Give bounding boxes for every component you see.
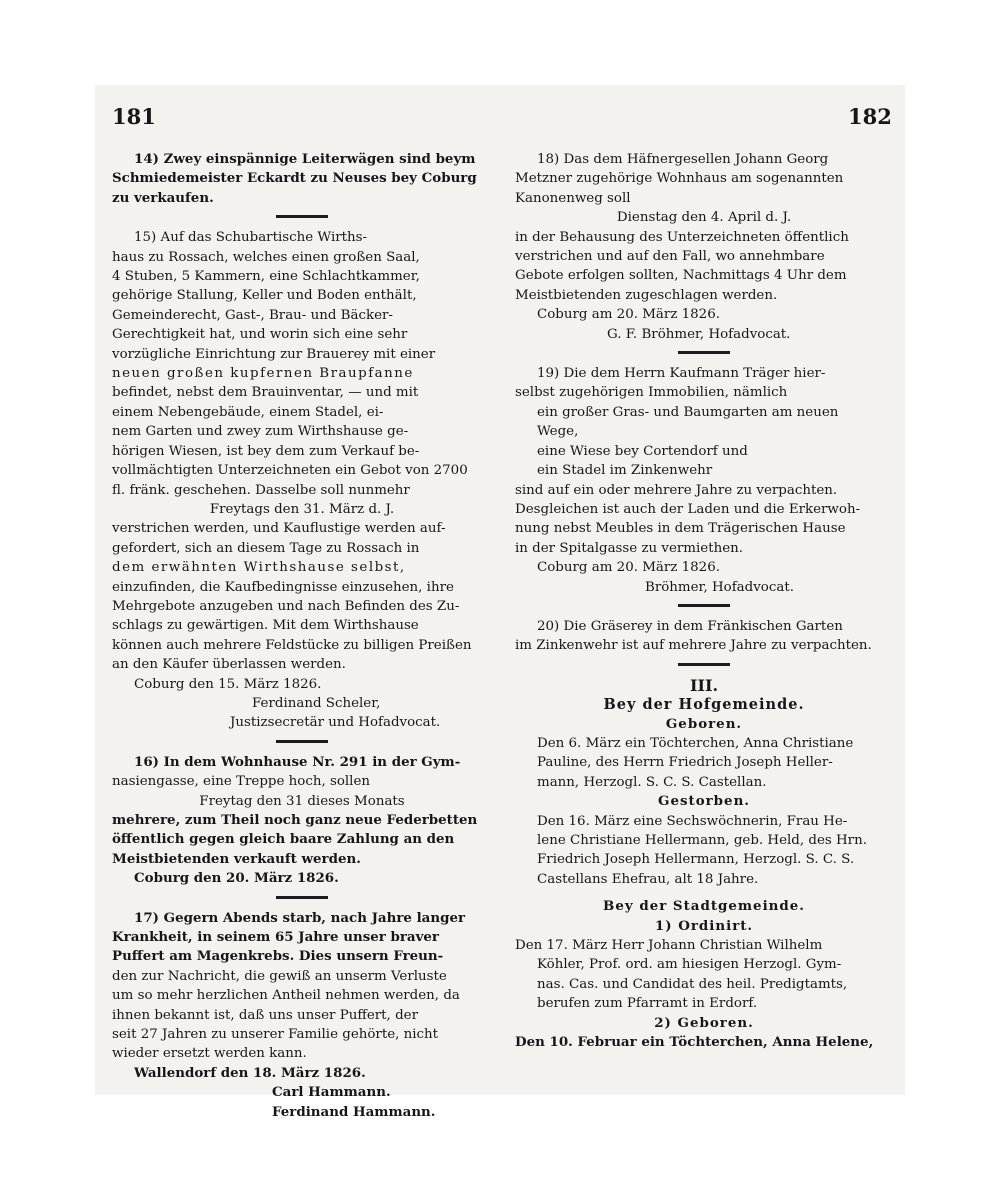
text-line: Den 10. Februar ein Töchterchen, Anna Helene, (515, 1034, 874, 1051)
section-title: Bey der Hofgemeinde. (603, 696, 805, 714)
list-item: ein Stadel im Zinkenwehr (537, 463, 713, 479)
text-line: neuen großen kupfernen Braupfanne (112, 366, 414, 382)
signature: Bröhmer, Hofadvocat. (645, 579, 794, 595)
place-date: Coburg den 15. März 1826. (134, 676, 322, 692)
text-line: verstrichen werden, und Kauflustige werden auf- (112, 521, 446, 537)
text-line: lene Christiane Hellermann, geb. Held, des Hrn. (537, 833, 867, 848)
right-column (515, 150, 893, 1052)
section-numeral: III. (689, 675, 719, 695)
text-line: einzufinden, die Kaufbedingnisse einzusehen, ihre (112, 579, 454, 595)
text-line: zu verkaufen. (112, 189, 214, 206)
place-date: Coburg am 20. März 1826. (537, 560, 720, 576)
text-line: nas. Cas. und Candidat des heil. Predigtamts, (537, 976, 848, 992)
signature: Ferdinand Scheler, (252, 695, 381, 711)
text-line: hörigen Wiesen, ist bey dem zum Verkauf be- (112, 443, 420, 459)
text-line: nung nebst Meubles in dem Trägerischen Hause (515, 521, 846, 537)
text-line: 14) Zwey einspännige Leiterwägen sind beym (134, 151, 476, 167)
text-line: Gebote erfolgen sollten, Nachmittags 4 Uhr dem (515, 268, 847, 284)
subsection-heading: Bey der Stadtgemeinde. (603, 898, 805, 915)
subsection-heading: 2) Geboren. (654, 1014, 754, 1031)
item-18 (515, 150, 893, 344)
text-line: befindet, nebst dem Brauinventar, — und mit (112, 385, 419, 401)
section-iii (515, 676, 893, 1053)
text-line: Den 17. März Herr Johann Christian Wilhelm (515, 938, 823, 954)
text-line: schlags zu gewärtigen. Mit dem Wirthshause (112, 618, 419, 634)
auction-date: Freytag den 31 dieses Monats (199, 793, 405, 809)
text-line: Gerechtigkeit hat, und worin sich eine sehr (112, 327, 408, 343)
text-line: in der Spitalgasse zu vermiethen. (515, 540, 744, 556)
list-item: Wege, (537, 424, 579, 440)
text-line: mehrere, zum Theil noch ganz neue Federbetten (112, 812, 478, 828)
separator-rule (678, 604, 730, 607)
text-line: einem Nebengebäude, einem Stadel, ei- (112, 404, 384, 420)
text-line: Friedrich Joseph Hellermann, Herzogl. S. C. S. (537, 852, 855, 868)
list-item: eine Wiese bey Cortendorf und (537, 443, 748, 459)
text-line: Meistbietenden verkauft werden. (112, 850, 361, 867)
text-line: Den 16. März eine Sechswöchnerin, Frau He- (537, 813, 848, 829)
text-line: 15) Auf das Schubartische Wirths- (134, 230, 368, 246)
text-line: 16) In dem Wohnhause Nr. 291 in der Gym- (134, 753, 461, 770)
left-column (112, 150, 492, 1122)
text-line: Mehrgebote anzugeben und nach Befinden des Zu- (112, 598, 460, 614)
signature-title: Justizsecretär und Hofadvocat. (230, 715, 441, 731)
text-line: in der Behausung des Unterzeichneten öffentlich (515, 229, 849, 245)
text-line: wieder ersetzt werden kann. (112, 1046, 307, 1062)
text-line: Castellans Ehefrau, alt 18 Jahre. (537, 871, 759, 887)
subsection-heading: Geboren. (665, 715, 743, 732)
subsection-heading: 1) Ordinirt. (654, 917, 754, 934)
text-line: haus zu Rossach, welches einen großen Saal, (112, 249, 420, 265)
text-line: vollmächtigten Unterzeichneten ein Gebot von 2700 (112, 463, 468, 479)
text-line: verstrichen und auf den Fall, wo annehmbare (515, 249, 825, 265)
text-line: Meistbietenden zugeschlagen werden. (515, 287, 778, 303)
separator-rule (678, 351, 730, 354)
text-line: berufen zum Pfarramt in Erdorf. (537, 996, 758, 1012)
text-line: fl. fränk. geschehen. Dasselbe soll nunmehr (112, 482, 410, 498)
text-line: Köhler, Prof. ord. am hiesigen Herzogl. Gym- (537, 957, 842, 973)
signature: Carl Hammann. (272, 1084, 391, 1101)
list-item: ein großer Gras- und Baumgarten am neuen (537, 404, 839, 420)
text-line: können auch mehrere Feldstücke zu billigen Preißen (112, 637, 472, 653)
text-line: gefordert, sich an diesem Tage zu Rossach in (112, 540, 420, 556)
text-line: 18) Das dem Häfnergesellen Johann Georg (537, 152, 829, 167)
text-line: 4 Stuben, 5 Kammern, eine Schlachtkammer, (112, 269, 420, 285)
text-line: mann, Herzogl. S. C. S. Castellan. (537, 774, 767, 790)
text-line: Kanonenweg soll (515, 190, 631, 206)
subsection-heading: Gestorben. (658, 793, 750, 810)
text-line: Krankheit, in seinem 65 Jahre unser braver (112, 929, 439, 946)
item-17 (112, 909, 492, 1122)
signature: Ferdinand Hammann. (272, 1103, 436, 1120)
text-line: Schmiedemeister Eckardt zu Neuses bey Coburg (112, 170, 477, 187)
item-19 (515, 364, 893, 597)
text-line: dem erwähnten Wirthshause selbst, (112, 560, 406, 576)
page-number-right: 182 (848, 104, 892, 129)
text-line: vorzügliche Einrichtung zur Brauerey mit einer (112, 346, 436, 362)
text-line: öffentlich gegen gleich baare Zahlung an den (112, 831, 455, 848)
text-line: Pauline, des Herrn Friedrich Joseph Heller- (537, 755, 833, 771)
signature: G. F. Bröhmer, Hofadvocat. (607, 326, 791, 342)
text-line: Den 6. März ein Töchterchen, Anna Christiane (537, 735, 854, 751)
text-line: den zur Nachricht, die gewiß an unserm Verluste (112, 968, 447, 984)
separator-rule (276, 896, 328, 899)
place-date: Wallendorf den 18. März 1826. (134, 1064, 366, 1081)
text-line: gehörige Stallung, Keller und Boden enthält, (112, 288, 417, 304)
text-line: 19) Die dem Herrn Kaufmann Träger hier- (537, 366, 826, 382)
text-line: um so mehr herzlichen Antheil nehmen werden, da (112, 988, 460, 1004)
item-15 (112, 228, 492, 733)
text-line: 20) Die Gräserey in dem Fränkischen Garten (537, 618, 843, 634)
auction-date: Dienstag den 4. April d. J. (616, 210, 792, 226)
text-line: nem Garten und zwey zum Wirthshause ge- (112, 424, 409, 440)
item-20 (515, 617, 893, 656)
item-14 (112, 150, 492, 208)
item-16 (112, 753, 492, 889)
text-line: Gemeinderecht, Gast-, Brau- und Bäcker- (112, 307, 393, 323)
separator-rule (276, 740, 328, 743)
text-line: nasiengasse, eine Treppe hoch, sollen (112, 774, 371, 790)
text-line: an den Käufer überlassen werden. (112, 657, 346, 673)
text-line: Desgleichen ist auch der Laden und die Erkerwoh- (515, 501, 861, 517)
text-line: im Zinkenwehr ist auf mehrere Jahre zu verpachten. (515, 638, 872, 654)
text-line: seit 27 Jahren zu unserer Familie gehörte, nicht (112, 1027, 439, 1043)
text-line: Metzner zugehörige Wohnhaus am sogenannten (515, 171, 844, 187)
place-date: Coburg den 20. März 1826. (134, 870, 339, 887)
text-line: Puffert am Magenkrebs. Dies unsern Freun- (112, 948, 444, 965)
page-number-left: 181 (112, 104, 156, 129)
auction-date: Freytags den 31. März d. J. (209, 501, 395, 517)
separator-rule (678, 663, 730, 666)
place-date: Coburg am 20. März 1826. (537, 307, 720, 323)
text-line: sind auf ein oder mehrere Jahre zu verpachten. (515, 482, 838, 498)
separator-rule (276, 215, 328, 218)
text-line: 17) Gegern Abends starb, nach Jahre langer (134, 909, 466, 926)
text-line: selbst zugehörigen Immobilien, nämlich (515, 385, 788, 401)
text-line: ihnen bekannt ist, daß uns unser Puffert, der (112, 1007, 418, 1023)
